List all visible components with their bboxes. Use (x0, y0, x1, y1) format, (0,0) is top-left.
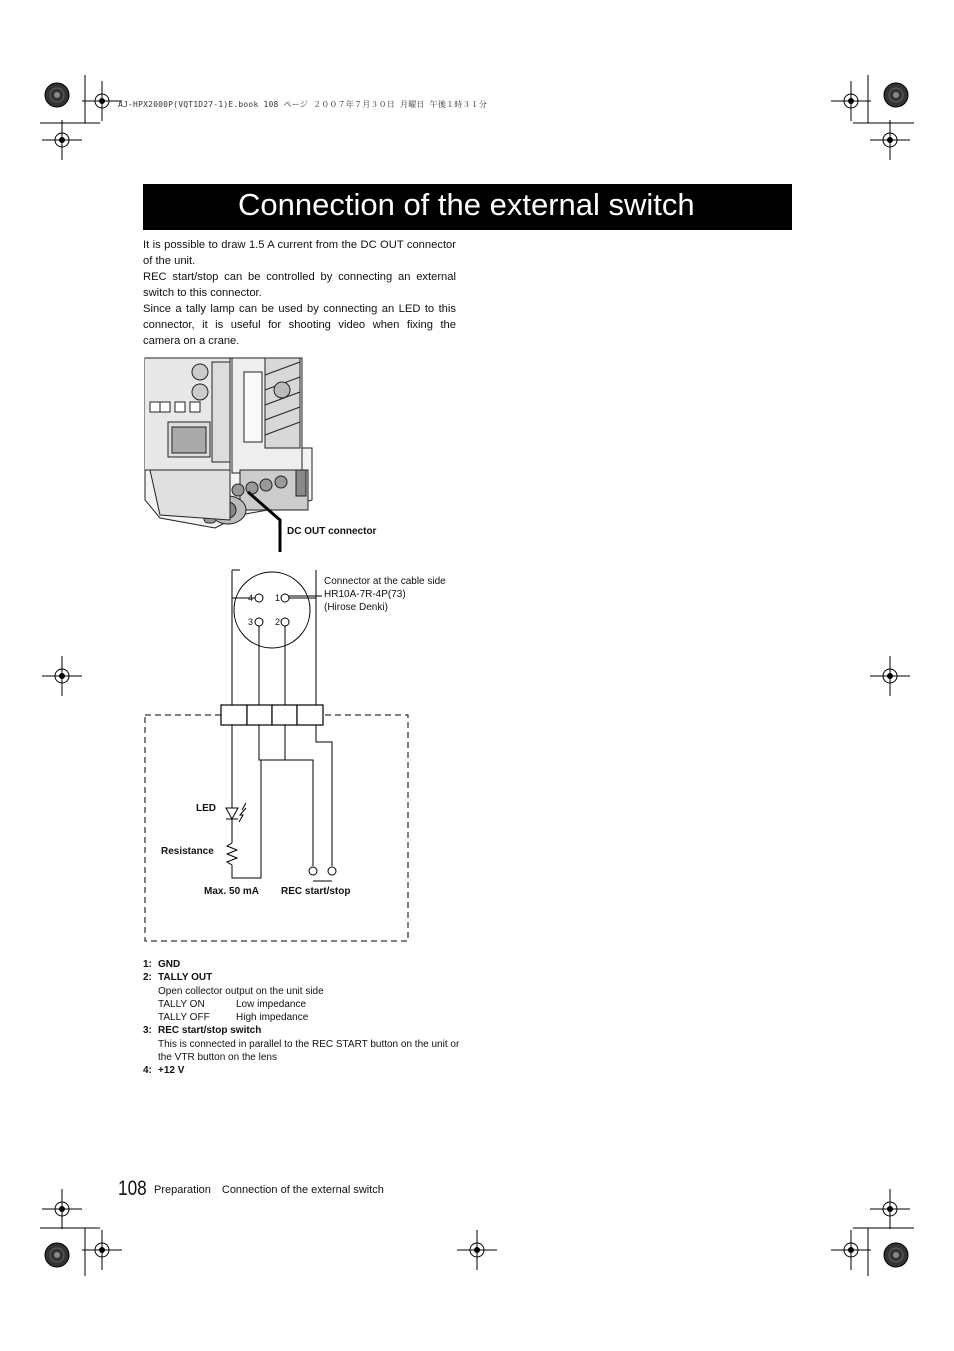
note-description: Open collector output on the unit side (158, 985, 324, 997)
dc-out-label: DC OUT connector (287, 526, 377, 537)
pin-label: 1 (275, 593, 281, 603)
led-label: LED (196, 803, 216, 814)
note-item (143, 1064, 463, 1077)
pin-label: 2 (275, 617, 281, 627)
note-number: 3: (143, 1025, 152, 1037)
connector-note-line: HR10A-7R-4P(73) (324, 589, 406, 600)
intro-paragraph: It is possible to draw 1.5 A current from the DC OUT connector of the unit. (143, 239, 456, 267)
page-number: 108 (118, 1177, 147, 1200)
note-number: 2: (143, 972, 152, 984)
note-description: This is connected in parallel to the REC START button on the unit or the VTR button on the lens (158, 1038, 460, 1064)
note-item (143, 1024, 463, 1037)
pin-label: 4 (248, 593, 254, 603)
note-item (143, 971, 463, 984)
intro-paragraph: REC start/stop can be controlled by connecting an external switch to this connector. (143, 271, 456, 299)
connector-note (324, 575, 446, 614)
pin-notes (143, 958, 463, 1078)
note-label: GND (158, 959, 181, 970)
note-label: REC start/stop switch (158, 1025, 262, 1037)
intro-paragraph: Since a tally lamp can be used by connecting an LED to this connector, it is useful for shooting video when fixing the camera on a crane. (143, 303, 456, 347)
footer-breadcrumb (154, 1184, 395, 1196)
note-label: +12 V (158, 1065, 185, 1077)
note-number: 4: (143, 1065, 152, 1077)
note-key: TALLY OFF (158, 1012, 210, 1024)
max-current-label: Max. 50 mA (204, 886, 260, 897)
note-table-row (143, 1011, 463, 1024)
connector-note-line: (Hirose Denki) (324, 602, 388, 613)
note-table-row (143, 998, 463, 1011)
footer-section: Preparation (154, 1184, 211, 1196)
camera-illustration (145, 358, 312, 528)
note-label: TALLY OUT (158, 972, 213, 984)
rec-label: REC start/stop (281, 886, 351, 897)
print-header: AJ-HPX2000P(VQT1D27-1)E.book 108 ページ ２００７年７月３０日 月曜日 午後１時３１分 (118, 100, 488, 109)
note-key: TALLY ON (158, 998, 205, 1010)
footer-subsection: Connection of the external switch (221, 1184, 384, 1196)
pin-label: 3 (248, 617, 254, 627)
page-title: Connection of the external switch (238, 187, 695, 222)
connector-note-line: Connector at the cable side (324, 576, 446, 587)
resistance-label: Resistance (161, 846, 214, 857)
note-number: 1: (143, 959, 152, 970)
note-value: Low impedance (236, 998, 307, 1010)
note-value: High impedance (236, 1012, 309, 1024)
note-item (143, 958, 463, 971)
